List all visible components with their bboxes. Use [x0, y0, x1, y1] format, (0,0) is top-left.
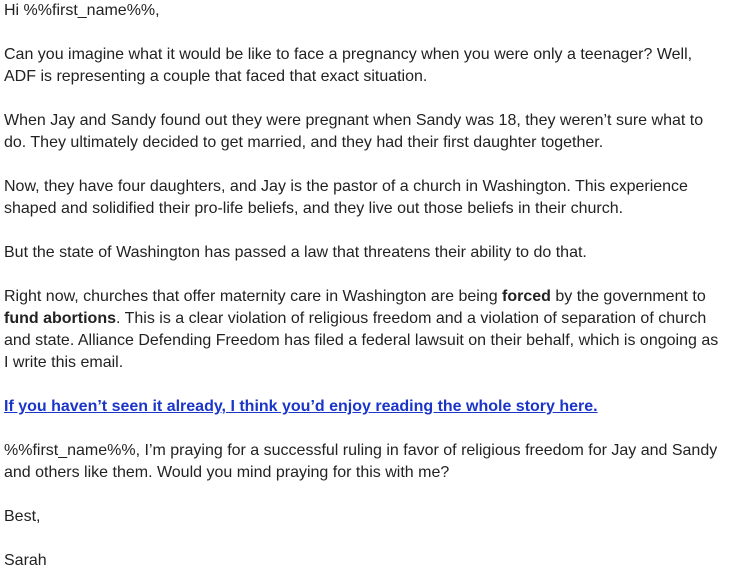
lawsuit-text-1: Right now, churches that offer maternity care in Washington are being	[4, 288, 503, 305]
paragraph-prayer: %%first_name%%, I’m praying for a successful ruling in favor of religious freedom for Jay and Sandy and others like them. Would you mind praying for this with me?	[4, 442, 718, 481]
paragraph-law: But the state of Washington has passed a law that threatens their ability to do that.	[4, 244, 587, 261]
lawsuit-text-2: by the government to	[550, 288, 706, 305]
greeting: Hi %%first_name%%,	[4, 2, 160, 19]
paragraph-daughters: Now, they have four daughters, and Jay is the pastor of a church in Washington. This experience shaped and solidified their pro-life beliefs, and they live out those beliefs in their church.	[4, 178, 688, 217]
emphasis-forced: forced	[502, 288, 551, 305]
read-story-link[interactable]: If you haven’t seen it already, I think you’d enjoy reading the whole story here.	[4, 398, 598, 415]
paragraph-link	[4, 396, 723, 418]
signoff: Best,	[4, 508, 41, 525]
paragraph-lawsuit	[4, 286, 723, 374]
paragraph-intro: Can you imagine what it would be like to face a pregnancy when you were only a teenager? Well, ADF is representing a couple that faced that exact situation.	[4, 46, 693, 85]
paragraph-story: When Jay and Sandy found out they were pregnant when Sandy was 18, they weren’t sure what to do. They ultimately decided to get married, and they had their first daughter together.	[4, 112, 704, 151]
signature: Sarah	[4, 552, 47, 569]
lawsuit-text-3: . This is a clear violation of religious freedom and a violation of separation of church and state. Alliance Defending Freedom has filed a federal lawsuit on their behalf, which is ongoing as I write this email.	[4, 310, 719, 371]
emphasis-fund-abortions: fund abortions	[4, 310, 116, 327]
